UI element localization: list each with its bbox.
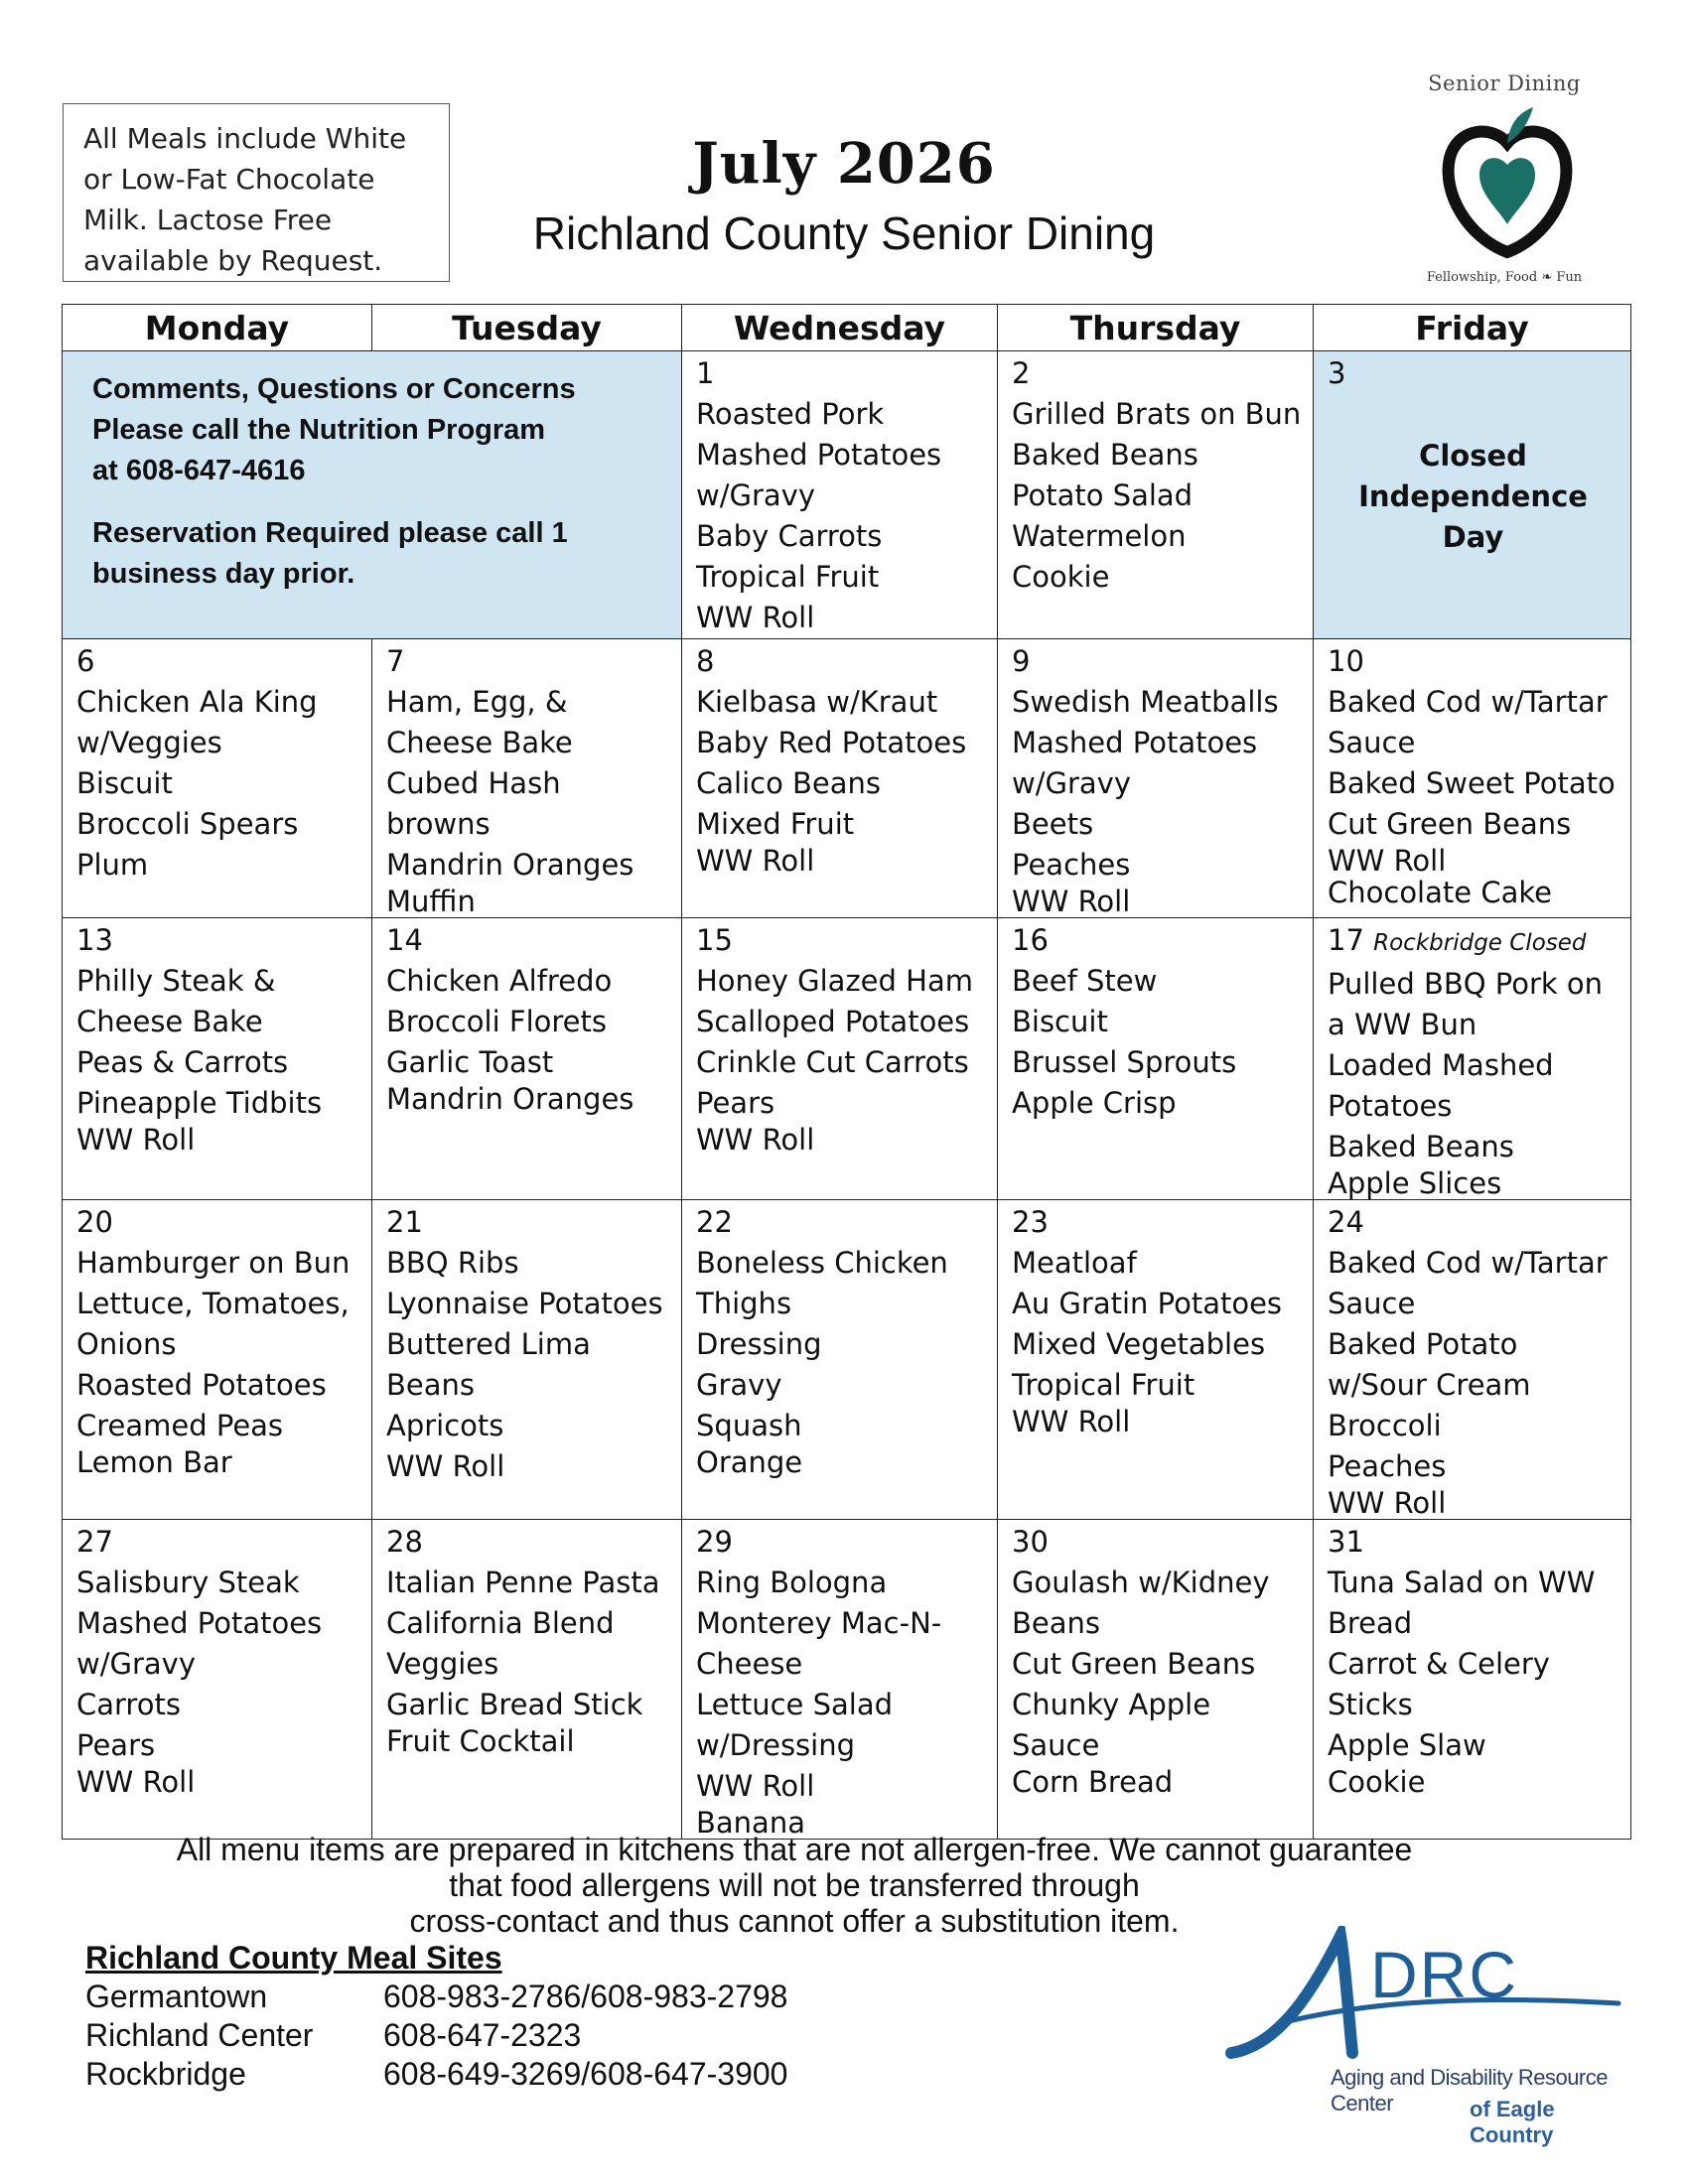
menu-item: Lyonnaise Potatoes [386, 1287, 663, 1320]
week-row-2 [63, 639, 1631, 918]
menu-item: Sticks [1328, 1688, 1413, 1721]
menu-item: WW Roll [386, 1449, 505, 1483]
day-cell [1314, 1200, 1631, 1520]
site-row [85, 1978, 787, 2016]
senior-dining-logo [1390, 66, 1648, 294]
menu-item: Cut Green Beans [1328, 807, 1572, 841]
site-row [85, 2055, 787, 2094]
menu-item: Pulled BBQ Pork on [1328, 967, 1604, 1001]
day-cell [63, 1200, 372, 1520]
menu-item: Roasted Pork [696, 397, 885, 431]
menu-item: Brussel Sprouts [1012, 1045, 1237, 1079]
menu-item: WW Roll [696, 844, 815, 878]
menu-item: Mandrin Oranges [386, 848, 634, 882]
menu-item: Tuna Salad on WW [1328, 1566, 1596, 1599]
disclaimer-line: cross-contact and thus cannot offer a substitution item. [409, 1903, 1180, 1939]
menu-item: Biscuit [1012, 1005, 1108, 1038]
day-number: 21 [386, 1205, 423, 1239]
day-cell [682, 918, 998, 1200]
menu-item: Beans [1012, 1606, 1100, 1640]
header-wednesday: Wednesday [682, 305, 998, 351]
menu-item: Chicken Alfredo [386, 964, 613, 998]
allergen-disclaimer [159, 1832, 1430, 1939]
day-number: 15 [696, 923, 733, 957]
menu-item: Kielbasa w/Kraut [696, 685, 938, 719]
closed-label: Closed [1419, 439, 1527, 473]
info-line: Reservation Required please call 1 [92, 517, 568, 549]
menu-item: Baby Carrots [696, 519, 883, 553]
site-phone: 608-983-2786/608-983-2798 [383, 1979, 788, 2014]
menu-item: Philly Steak & [76, 964, 276, 998]
menu-item: Creamed Peas [76, 1409, 284, 1442]
day-cell [372, 918, 682, 1200]
logo-top-text: Senior Dining [1428, 71, 1581, 95]
site-phone: 608-647-2323 [383, 2017, 582, 2053]
menu-item: Loaded Mashed [1328, 1048, 1554, 1082]
weekday-header-row [63, 305, 1631, 351]
menu-item: Mashed Potatoes [76, 1606, 323, 1640]
week-row-4 [63, 1200, 1631, 1520]
menu-item: Mashed Potatoes [1012, 726, 1258, 759]
menu-item: Cookie [1012, 560, 1110, 594]
menu-item: Tropical Fruit [696, 560, 880, 594]
week-row-5 [63, 1520, 1631, 1840]
menu-item: Carrot & Celery [1328, 1647, 1550, 1681]
day-number: 30 [1012, 1525, 1049, 1559]
menu-item: Apple Slaw [1328, 1728, 1486, 1762]
menu-item: Cheese [696, 1647, 803, 1681]
day-cell [1314, 918, 1631, 1200]
menu-item: WW Roll [1012, 1405, 1131, 1438]
day-number: 20 [76, 1205, 113, 1239]
day-number: 7 [386, 644, 405, 678]
info-line: at 608-647-4616 [92, 455, 306, 486]
site-name: Richland Center [85, 2017, 314, 2053]
menu-item: Pears [696, 1086, 775, 1120]
menu-item: w/Dressing [696, 1728, 856, 1762]
day-cell [998, 1520, 1314, 1840]
menu-item: w/Gravy [1012, 766, 1131, 800]
menu-item: WW Roll [696, 1123, 815, 1157]
day-number: 29 [696, 1525, 733, 1559]
note-line: All Meals include White [83, 122, 407, 155]
menu-item: Mandrin Oranges [386, 1082, 634, 1116]
day-number: 27 [76, 1525, 113, 1559]
menu-item: Mixed Fruit [696, 807, 855, 841]
menu-item: Broccoli Spears [76, 807, 299, 841]
site-name: Germantown [85, 1979, 268, 2014]
menu-item: Baked Beans [1328, 1130, 1514, 1163]
closed-day-cell [1314, 351, 1631, 639]
holiday-label: Independence Day [1358, 479, 1588, 554]
menu-item: WW Roll [1328, 844, 1447, 878]
page-title: July 2026 [692, 131, 996, 197]
adrc-letters: DRC [1370, 1938, 1518, 2011]
day-number: 13 [76, 923, 113, 957]
day-cell [372, 1520, 682, 1840]
menu-item: Meatloaf [1012, 1246, 1137, 1280]
menu-item: Lemon Bar [76, 1445, 232, 1479]
menu-item: Calico Beans [696, 766, 882, 800]
menu-item: Swedish Meatballs [1012, 685, 1279, 719]
site-row [85, 2016, 787, 2055]
menu-item: Sauce [1328, 1287, 1416, 1320]
day-number: 28 [386, 1525, 423, 1559]
day-number: 31 [1328, 1525, 1364, 1559]
menu-item: Honey Glazed Ham [696, 964, 973, 998]
menu-item: Onions [76, 1327, 177, 1361]
day-number: 1 [696, 356, 715, 390]
menu-item: WW Roll [696, 601, 815, 634]
milk-note [63, 103, 450, 282]
day-number: 8 [696, 644, 715, 678]
menu-item: Peaches [1328, 1449, 1447, 1483]
menu-item: WW Roll [1012, 885, 1131, 918]
day-number: 23 [1012, 1205, 1049, 1239]
header-monday: Monday [63, 305, 372, 351]
menu-item: Roasted Potatoes [76, 1368, 327, 1402]
menu-item: Watermelon [1012, 519, 1187, 553]
note-line: Milk. Lactose Free [83, 204, 333, 236]
day-number: 2 [1012, 356, 1031, 390]
contact-info-cell [63, 351, 682, 639]
day-number-value: 17 [1328, 923, 1364, 957]
menu-item: Apple Crisp [1012, 1086, 1177, 1120]
menu-item: Pineapple Tidbits [76, 1086, 323, 1120]
menu-item: Au Gratin Potatoes [1012, 1287, 1283, 1320]
day-number: 16 [1012, 923, 1049, 957]
day-cell [1314, 1520, 1631, 1840]
day-number: 3 [1328, 356, 1346, 390]
day-number: 6 [76, 644, 95, 678]
menu-item: Carrots [76, 1688, 181, 1721]
adrc-a-swoosh-icon [1221, 1926, 1628, 2065]
menu-item: Potatoes [1328, 1089, 1453, 1123]
menu-item: Goulash w/Kidney [1012, 1566, 1270, 1599]
menu-item: WW Roll [76, 1123, 196, 1157]
menu-item: WW Roll [696, 1769, 815, 1803]
menu-item: Hamburger on Bun [76, 1246, 351, 1280]
menu-item: Fruit Cocktail [386, 1724, 575, 1758]
menu-item: Chunky Apple [1012, 1688, 1211, 1721]
day-number [1328, 920, 1618, 964]
meal-sites [85, 1939, 787, 2094]
logo-bottom-text: Fellowship, Food ❧ Fun [1426, 270, 1583, 285]
menu-item: Peas & Carrots [76, 1045, 289, 1079]
menu-item: Cookie [1328, 1765, 1426, 1799]
menu-item: Cheese Bake [76, 1005, 263, 1038]
menu-item: Ring Bologna [696, 1566, 888, 1599]
menu-item: w/Gravy [76, 1647, 196, 1681]
menu-item: Biscuit [76, 766, 173, 800]
menu-item: browns [386, 807, 491, 841]
menu-item: Orange [696, 1445, 803, 1479]
menu-calendar [62, 304, 1631, 1840]
menu-item: w/Veggies [76, 726, 222, 759]
menu-item: Monterey Mac-N- [696, 1606, 942, 1640]
site-name: Rockbridge [85, 2056, 246, 2092]
menu-item: Baked Cod w/Tartar [1328, 1246, 1608, 1280]
menu-item: Gravy [696, 1368, 782, 1402]
menu-item: Beans [386, 1368, 475, 1402]
day-cell [998, 639, 1314, 918]
menu-item: Cut Green Beans [1012, 1647, 1256, 1681]
menu-item: Lettuce, Tomatoes, [76, 1287, 350, 1320]
day-cell [998, 1200, 1314, 1520]
menu-item: Chocolate Cake [1328, 876, 1552, 909]
menu-item: Dressing [696, 1327, 822, 1361]
menu-item: Muffin [386, 885, 476, 918]
menu-item: Tropical Fruit [1012, 1368, 1196, 1402]
menu-item: Corn Bread [1012, 1765, 1174, 1799]
menu-item: Potato Salad [1012, 478, 1194, 512]
week-row-1 [63, 351, 1631, 639]
menu-item: w/Sour Cream [1328, 1368, 1531, 1402]
adrc-line2: of Eagle Country [1470, 2097, 1555, 2147]
menu-item: Sauce [1012, 1728, 1100, 1762]
menu-item: Mixed Vegetables [1012, 1327, 1266, 1361]
menu-item: Cubed Hash [386, 766, 561, 800]
disclaimer-line: All menu items are prepared in kitchens that are not allergen-free. We cannot guarantee [176, 1832, 1413, 1867]
menu-item: a WW Bun [1328, 1008, 1477, 1041]
info-line: Please call the Nutrition Program [92, 414, 546, 446]
menu-item: Apple Slices [1328, 1166, 1502, 1200]
closure-note: Rockbridge Closed [1373, 930, 1587, 956]
info-line: Comments, Questions or Concerns [92, 373, 576, 405]
day-number: 14 [386, 923, 423, 957]
day-number: 9 [1012, 644, 1031, 678]
menu-item: Pears [76, 1728, 156, 1762]
menu-item: Beef Stew [1012, 964, 1158, 998]
day-cell [372, 639, 682, 918]
menu-item: Baked Beans [1012, 438, 1198, 472]
menu-item: Broccoli [1328, 1409, 1442, 1442]
day-cell [1314, 639, 1631, 918]
day-cell [63, 1520, 372, 1840]
week-row-3 [63, 918, 1631, 1200]
adrc-line1: Aging and Disability Resource Center [1331, 2065, 1608, 2116]
header-tuesday: Tuesday [372, 305, 682, 351]
menu-item: Peaches [1012, 848, 1131, 882]
menu-item: Squash [696, 1409, 802, 1442]
day-cell [998, 351, 1314, 639]
menu-item: Salisbury Steak [76, 1566, 300, 1599]
menu-item: Baked Potato [1328, 1327, 1518, 1361]
menu-item: WW Roll [76, 1765, 196, 1799]
menu-item: Mashed Potatoes [696, 438, 942, 472]
menu-item: Banana [696, 1806, 805, 1840]
day-cell [372, 1200, 682, 1520]
menu-item: BBQ Ribs [386, 1246, 519, 1280]
menu-item: Chicken Ala King [76, 685, 318, 719]
day-cell [63, 918, 372, 1200]
note-line: available by Request. [83, 244, 383, 277]
menu-item: Grilled Brats on Bun [1012, 397, 1302, 431]
menu-item: Apricots [386, 1409, 504, 1442]
menu-item: Baby Red Potatoes [696, 726, 967, 759]
menu-item: Ham, Egg, & [386, 685, 568, 719]
note-line: or Low-Fat Chocolate [83, 163, 375, 196]
menu-item: Baked Cod w/Tartar [1328, 685, 1608, 719]
menu-item: Thighs [696, 1287, 792, 1320]
menu-item: Buttered Lima [386, 1327, 591, 1361]
day-cell [682, 1520, 998, 1840]
menu-item: Cheese Bake [386, 726, 573, 759]
adrc-logo [1221, 1926, 1628, 2147]
menu-item: Broccoli Florets [386, 1005, 607, 1038]
menu-item: Crinkle Cut Carrots [696, 1045, 969, 1079]
menu-item: WW Roll [1328, 1486, 1447, 1520]
day-cell [682, 1200, 998, 1520]
menu-item: Boneless Chicken [696, 1246, 948, 1280]
menu-item: Scalloped Potatoes [696, 1005, 970, 1038]
day-cell [998, 918, 1314, 1200]
day-number: 10 [1328, 644, 1364, 678]
menu-item: Garlic Bread Stick [386, 1688, 643, 1721]
menu-item: Bread [1328, 1606, 1413, 1640]
header-friday: Friday [1314, 305, 1631, 351]
menu-item: Lettuce Salad [696, 1688, 894, 1721]
menu-item: Sauce [1328, 726, 1416, 759]
menu-item: Plum [76, 848, 149, 882]
menu-item: Beets [1012, 807, 1094, 841]
day-cell [63, 639, 372, 918]
menu-item: w/Gravy [696, 478, 815, 512]
page-subtitle: Richland County Senior Dining [532, 207, 1156, 259]
day-cell [682, 639, 998, 918]
menu-item: Baked Sweet Potato [1328, 766, 1616, 800]
day-cell [682, 351, 998, 639]
header-thursday: Thursday [998, 305, 1314, 351]
day-number: 22 [696, 1205, 733, 1239]
apple-heart-icon [1438, 103, 1577, 262]
menu-item: Italian Penne Pasta [386, 1566, 660, 1599]
menu-item: Garlic Toast [386, 1045, 554, 1079]
menu-item: California Blend [386, 1606, 615, 1640]
day-number: 24 [1328, 1205, 1364, 1239]
info-line: business day prior. [92, 558, 355, 590]
disclaimer-line: that food allergens will not be transferred through [449, 1867, 1140, 1903]
site-phone: 608-649-3269/608-647-3900 [383, 2056, 788, 2092]
menu-item: Veggies [386, 1647, 499, 1681]
meal-sites-title: Richland County Meal Sites [85, 1940, 502, 1976]
